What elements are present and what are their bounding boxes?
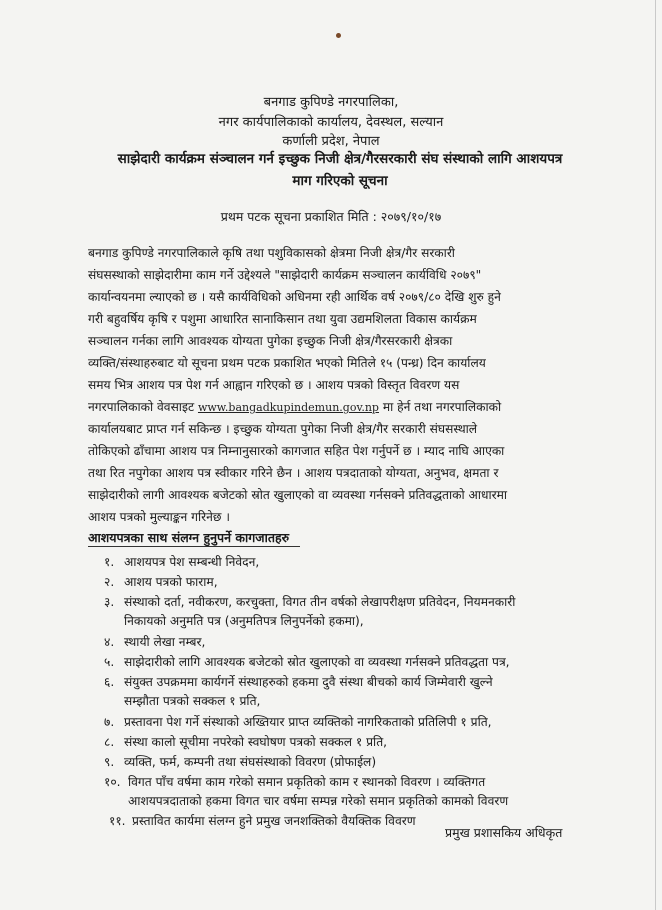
list-item-number: ११. bbox=[109, 814, 126, 828]
list-item-continuation: निकायको अनुमति पत्र (अनुमतिपत्र लिनुपर्नेको हकमा), bbox=[124, 614, 364, 628]
list-item-number: ३. bbox=[104, 595, 115, 609]
body-line: कार्यान्वयनमा ल्याएको छ । यसै कार्यविधिको अधिनमा रही आर्थिक वर्ष २०७९/८० देखि शुरु हुने bbox=[88, 290, 501, 304]
list-item-number: ८. bbox=[104, 735, 115, 749]
punch-hole-mark bbox=[336, 33, 341, 38]
body-line: गरी बहुवर्षिय कृषि र पशुमा आधारित सानाकिसान तथा युवा उद्यमशिलता विकास कार्यक्रम bbox=[88, 312, 477, 326]
website-link[interactable]: www.bangadkupindemun.gov.np bbox=[197, 401, 379, 414]
body-line: समय भित्र आशय पत्र पेश गर्न आह्वान गरिएको छ । आशय पत्रको विस्तृत विवरण यस bbox=[88, 378, 460, 392]
list-item: आशयपत्र पेश सम्बन्धी निवेदन, bbox=[124, 555, 260, 569]
list-item: स्थायी लेखा नम्बर, bbox=[124, 635, 206, 649]
body-line: तोकिएको ढाँचामा आशय पत्र निम्नानुसारको कागजात सहित पेश गर्नुपर्ने छ । म्याद नाघि आएका bbox=[88, 444, 505, 458]
list-item-number: ६. bbox=[104, 675, 115, 689]
list-item: आशय पत्रको फाराम, bbox=[124, 575, 218, 589]
body-text: मा हेर्न तथा नगरपालिकाको bbox=[382, 400, 502, 414]
header-municipality: बनगाड कुपिण्डे नगरपालिका, bbox=[263, 95, 399, 110]
list-item: प्रस्तावित कार्यमा संलग्न हुने प्रमुख जनशक्तिको वैयक्तिक विवरण bbox=[132, 814, 416, 828]
list-item-continuation: सम्झौता पत्रको सक्कल १ प्रति, bbox=[124, 694, 261, 708]
list-item-number: ५. bbox=[104, 655, 115, 669]
body-line: व्यक्ति/संस्थाहरुबाट यो सूचना प्रथम पटक प्रकाशित भएको मितिले १५ (पन्ध्र) दिन कार्यालय bbox=[88, 356, 486, 370]
body-line: तथा रित नपुगेका आशय पत्र स्वीकार गरिने छैन । आशय पत्रदाताको योग्यता, अनुभव, क्षमता र bbox=[88, 466, 499, 480]
body-text: नगरपालिकाको वेवसाइट bbox=[88, 400, 195, 414]
list-item: व्यक्ति, फर्म, कम्पनी तथा संघसंस्थाको विवरण (प्रोफाईल) bbox=[124, 755, 377, 769]
notice-title-line2: माग गरिएको सूचना bbox=[292, 173, 388, 189]
body-line: संघसस्थाको साझेदारीमा काम गर्ने उद्देश्यले "साझेदारी कार्यक्रम सञ्चालन कार्यविधि २०७९" bbox=[88, 268, 482, 282]
documents-heading: आशयपत्रका साथ संलग्न हुनुपर्ने कागजातहरु bbox=[88, 530, 290, 545]
list-item: साझेदारीको लागि आवश्यक बजेटको स्रोत खुलाएको वा व्यवस्था गर्नसक्ने प्रतिवद्धता पत्र, bbox=[124, 655, 510, 669]
list-item-number: ९. bbox=[104, 755, 115, 769]
body-line: बनगाड कुपिण्डे नगरपालिकाले कृषि तथा पशुविकासको क्षेत्रमा निजी क्षेत्र/गैर सरकारी bbox=[88, 246, 455, 260]
list-item: संयुक्त उपक्रममा कार्यगर्ने संस्थाहरुको हकमा दुवै संस्था बीचको कार्य जिम्मेवारी खुल्ने bbox=[124, 675, 493, 689]
list-item-number: १०. bbox=[104, 775, 121, 789]
list-item: संस्थाको दर्ता, नवीकरण, करचुक्ता, विगत तीन वर्षको लेखापरीक्षण प्रतिवेदन, नियमनकारी bbox=[124, 595, 516, 609]
list-item-number: २. bbox=[104, 575, 115, 589]
list-item: प्रस्तावना पेश गर्ने संस्थाको अख्तियार प्राप्त व्यक्तिको नागरिकताको प्रतिलिपी १ प्रति, bbox=[124, 715, 492, 729]
body-line: सञ्चालन गर्नका लागि आवश्यक योग्यता पुगेका इच्छुक निजी क्षेत्र/गैरसरकारी क्षेत्रका bbox=[88, 334, 453, 348]
body-line: कार्यालयबाट प्राप्त गर्न सकिन्छ । इच्छुक योग्यता पुगेका निजी क्षेत्र/गैर सरकारी संघसस्थाले bbox=[88, 422, 478, 436]
header-office: नगर कार्यपालिकाको कार्यालय, देवस्थल, सल्यान bbox=[218, 115, 444, 130]
signature-title: प्रमुख प्रशासकिय अधिकृत bbox=[445, 825, 563, 840]
list-item: विगत पाँच वर्षमा काम गरेको समान प्रकृतिको काम र स्थानको विवरण । व्यक्तिगत bbox=[128, 775, 486, 789]
heading-underline bbox=[88, 546, 300, 547]
list-item-number: १. bbox=[104, 555, 115, 569]
list-item-number: ७. bbox=[104, 715, 115, 729]
notice-title-line1: साझेदारी कार्यक्रम संञ्चालन गर्न इच्छुक निजी क्षेत्र/गैरसरकारी संघ संस्थाको लागि आशयपत्र bbox=[117, 151, 563, 167]
header-province: कर्णाली प्रदेश, नेपाल bbox=[282, 134, 380, 149]
list-item-continuation: आशयपत्रदाताको हकमा विगत चार वर्षमा सम्पन्न गरेको समान प्रकृतिको कामको विवरण bbox=[128, 794, 509, 808]
body-line-website bbox=[88, 398, 583, 415]
publish-date: प्रथम पटक सूचना प्रकाशित मिति : २०७९/१०/१७ bbox=[220, 209, 442, 224]
list-item: संस्था कालो सूचीमा नपरेको स्वघोषण पत्रको सक्कल १ प्रति, bbox=[124, 735, 388, 749]
body-line: साझेदारीको लागी आवश्यक बजेटको स्रोत खुलाएको वा व्यवस्था गर्नसक्ने प्रतिवद्धताको आधारमा bbox=[88, 488, 508, 502]
list-item-number: ४. bbox=[104, 635, 115, 649]
body-line: आशय पत्रको मुल्याङ्कन गरिनेछ । bbox=[88, 510, 230, 524]
